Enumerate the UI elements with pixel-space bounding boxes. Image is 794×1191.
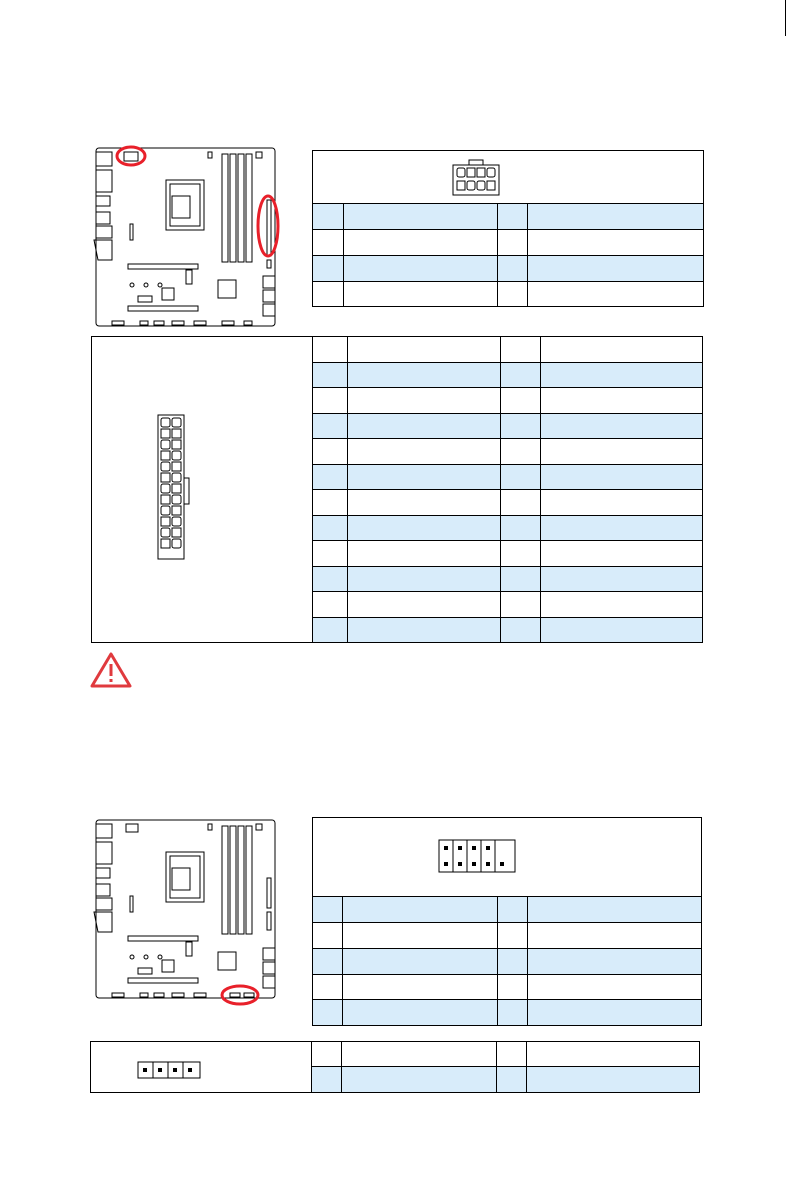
connector-image-area: [91, 1042, 312, 1092]
pin-row: [313, 363, 702, 388]
connector-image-area: [92, 337, 313, 642]
pin-row: [313, 949, 701, 975]
pin-row: [313, 465, 702, 490]
connector-header: [313, 818, 701, 897]
cpu-power-pin-table: [312, 150, 704, 307]
motherboard-diagram-usb-header: [82, 812, 308, 1008]
crop-mark: [785, 0, 786, 36]
pin-row: [313, 337, 702, 363]
pin-row: [313, 230, 703, 256]
pin-row: [313, 1000, 701, 1025]
pin-row: [313, 592, 702, 618]
pin-rows: [313, 337, 702, 642]
pin-row: [313, 923, 701, 949]
small-header-pin-table: [90, 1041, 700, 1093]
24-pin-connector-icon: [156, 413, 196, 563]
8-pin-connector-icon: [451, 158, 501, 196]
motherboard-diagram-cpu-power: [82, 140, 308, 332]
connector-header: [313, 151, 703, 204]
atx-power-pin-table: [91, 336, 703, 643]
pin-row: [313, 439, 702, 465]
pin-row: [313, 516, 702, 541]
pin-row: [312, 1042, 699, 1067]
pin-row: [313, 256, 703, 282]
pin-row: [312, 1067, 699, 1092]
pin-row: [313, 618, 702, 642]
pin-row: [313, 541, 702, 567]
pin-row: [313, 414, 702, 439]
pin-row: [313, 490, 702, 516]
pin-row: [313, 282, 703, 306]
4-pin-header-icon: [137, 1061, 201, 1079]
pin-row: [313, 388, 702, 414]
pin-row: [313, 897, 701, 923]
10-pin-header-icon: [437, 838, 519, 874]
usb-header-pin-table: [312, 817, 702, 1026]
pin-row: [313, 567, 702, 592]
pin-row: [313, 204, 703, 230]
pin-rows: [312, 1042, 699, 1092]
pin-row: [313, 975, 701, 1000]
warning-triangle-icon: [90, 652, 132, 688]
